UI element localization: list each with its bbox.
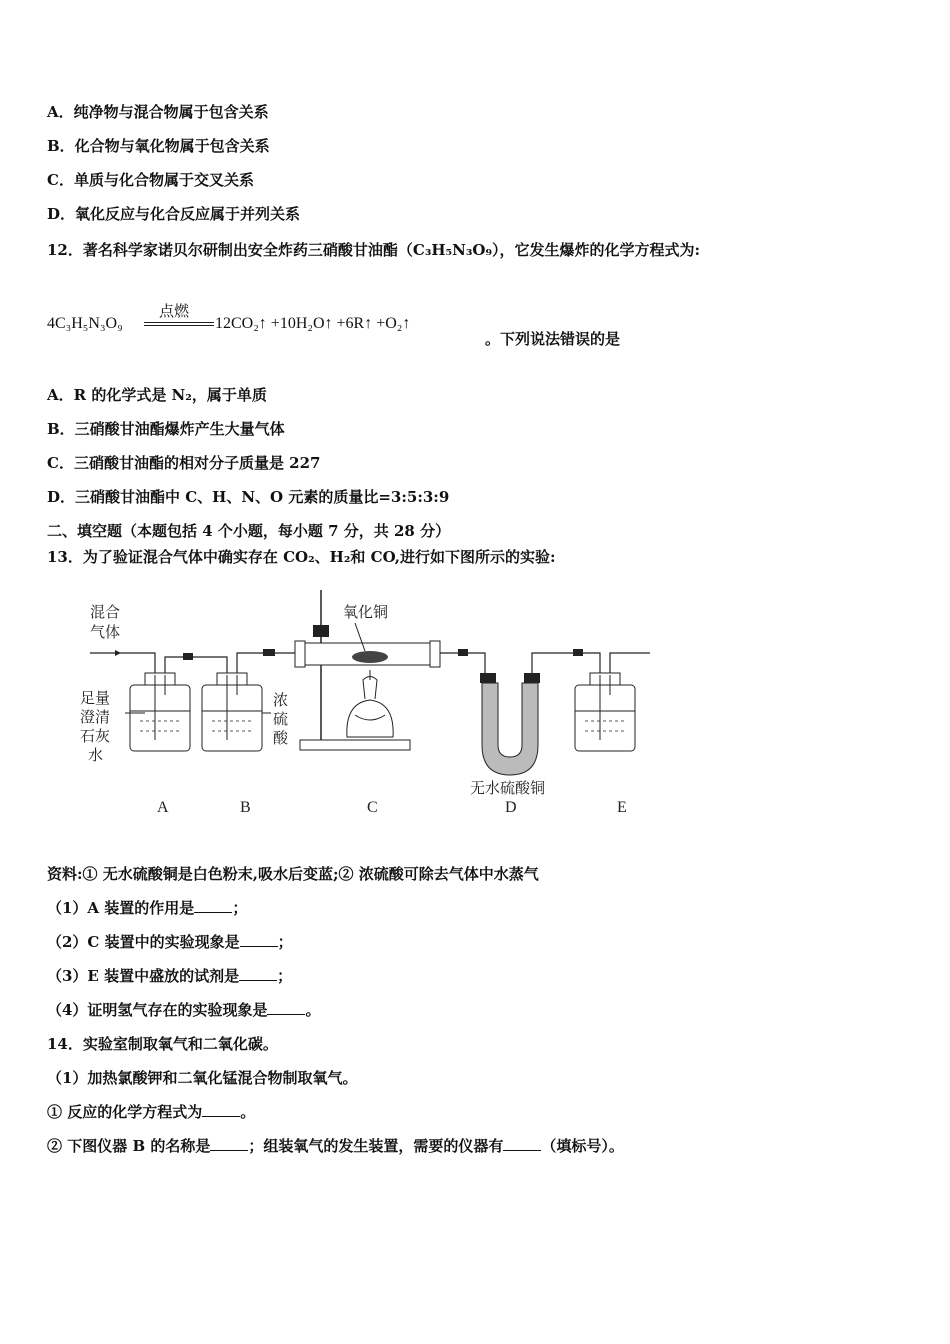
tube-a-in [115, 653, 155, 673]
q14-item-2 [47, 1136, 624, 1156]
bottle-a [125, 673, 190, 751]
caption-e: E [617, 799, 627, 816]
answer-blank[interactable] [210, 1136, 248, 1151]
equation-tail: 。下列说法错误的是 [485, 330, 621, 348]
experiment-apparatus-diagram [80, 585, 665, 820]
q12-option-d: D．三硝酸甘油酯中 C、H、N、O 元素的质量比=3:5:3:9 [47, 488, 450, 506]
equation-left: 4C₃H₅N₃O₉ [47, 315, 123, 332]
q13-sub-1 [47, 898, 247, 918]
q14-sub-1: （1）加热氯酸钾和二氧化锰混合物制取氧气。 [47, 1069, 358, 1087]
q14-item-2-text: ② 下图仪器 B 的名称是 [47, 1137, 211, 1155]
b-side-label-1: 浓 [273, 691, 289, 709]
q13-sub-1-end: ； [232, 899, 248, 917]
tube-d-e [532, 653, 600, 673]
caption-c: C [367, 799, 378, 816]
b-side-label-3: 酸 [273, 729, 289, 747]
q12-option-c: C．三硝酸甘油酯的相对分子质量是 227 [47, 454, 321, 472]
q11-option-c: C．单质与化合物属于交叉关系 [47, 171, 254, 189]
cuo-label: 氧化铜 [343, 603, 389, 621]
q13-sub-3 [47, 966, 292, 986]
a-side-label-1: 足量 [80, 689, 111, 707]
connector-4 [573, 649, 583, 656]
answer-blank[interactable] [267, 1000, 305, 1015]
connector-3 [458, 649, 468, 656]
connector-1 [183, 653, 193, 660]
chemical-equation [47, 300, 647, 350]
answer-blank[interactable] [202, 1102, 240, 1117]
q13-sub-4-text: （4）证明氢气存在的实验现象是 [47, 1001, 268, 1019]
q11-option-a: A．纯净物与混合物属于包含关系 [47, 103, 269, 121]
u-tube-d [480, 673, 540, 775]
q13-sub-4-end: 。 [305, 1001, 321, 1019]
q13-sub-2 [47, 932, 293, 952]
q14-stem: 14．实验室制取氧气和二氧化碳。 [47, 1035, 278, 1053]
caption-b: B [240, 799, 251, 816]
q14-item-2-mid: ；组装氧气的发生装置，需要的仪器有 [248, 1137, 504, 1155]
q13-sub-2-text: （2）C 装置中的实验现象是 [47, 933, 240, 951]
gas-label-1: 混合 [90, 603, 121, 621]
q14-item-2-end: （填标号）。 [541, 1137, 624, 1155]
tube-a-b [165, 657, 227, 673]
q12-stem: 12．著名科学家诺贝尔研制出安全炸药三硝酸甘油酯（C₃H₅N₃O₉），它发生爆炸的化学方程式为: [47, 241, 701, 259]
tube-e-out [610, 653, 650, 673]
answer-blank[interactable] [240, 932, 278, 947]
equation-double-bar [144, 322, 214, 326]
answer-blank[interactable] [194, 898, 232, 913]
q13-sub-4 [47, 1000, 320, 1020]
q12-option-a: A．R 的化学式是 N₂，属于单质 [47, 386, 267, 404]
q13-sub-3-end: ； [277, 967, 293, 985]
q13-sub-2-end: ； [277, 933, 293, 951]
q13-info: 资料:① 无水硫酸铜是白色粉末,吸水后变蓝;② 浓硫酸可除去气体中水蒸气 [47, 865, 539, 883]
bottle-e [575, 673, 635, 751]
b-side-label-2: 硫 [273, 710, 289, 728]
caption-d: D [505, 799, 517, 816]
d-label: 无水硫酸铜 [470, 779, 546, 797]
answer-blank[interactable] [503, 1136, 541, 1151]
connector-2 [263, 649, 275, 656]
equation-right: 12CO₂↑ +10H₂O↑ +6R↑ +O₂↑ [215, 315, 411, 332]
q14-item-1-end: 。 [240, 1103, 256, 1121]
q14-item-1 [47, 1102, 255, 1122]
section-heading: 二、填空题（本题包括 4 个小题，每小题 7 分，共 28 分） [47, 522, 451, 540]
a-side-label-2: 澄清 [80, 708, 111, 726]
equation-condition: 点燃 [159, 302, 190, 320]
caption-a: A [157, 799, 169, 816]
a-side-label-4: 水 [88, 746, 104, 764]
q11-option-d: D．氧化反应与化合反应属于并列关系 [47, 205, 301, 223]
q14-item-1-text: ① 反应的化学方程式为 [47, 1103, 203, 1121]
answer-blank[interactable] [239, 966, 277, 981]
a-side-label-3: 石灰 [80, 727, 111, 745]
bottle-b [202, 673, 271, 751]
q12-option-b: B．三硝酸甘油酯爆炸产生大量气体 [47, 420, 285, 438]
q13-stem: 13．为了验证混合气体中确实存在 CO₂、H₂和 CO,进行如下图所示的实验: [47, 548, 556, 566]
q13-sub-1-text: （1）A 装置的作用是 [47, 899, 195, 917]
q13-sub-3-text: （3）E 装置中盛放的试剂是 [47, 967, 240, 985]
gas-label-2: 气体 [90, 623, 121, 641]
q11-option-b: B．化合物与氧化物属于包含关系 [47, 137, 270, 155]
